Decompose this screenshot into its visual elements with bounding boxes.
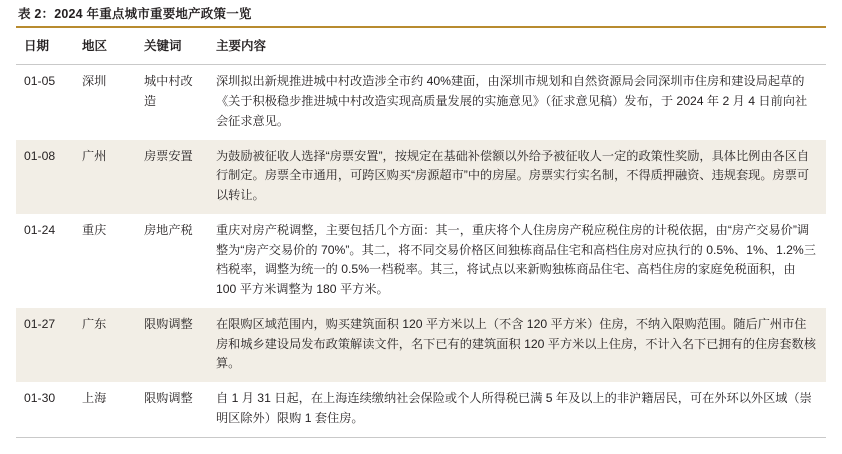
cell-region: 上海 — [82, 391, 107, 406]
cell-keyword: 房票安置 — [136, 140, 208, 214]
column-header-content: 主要内容 — [208, 28, 826, 65]
cell-content: 在限购区域范围内，购买建筑面积 120 平方米以上（不含 120 平方米）住房，不纳入限购范围。随后广州市住房和城乡建设局发布政策解读文件，名下已有的建筑面积 120 平方米以上住房，不计入名下已拥有的住房套数核算。 — [208, 308, 826, 382]
column-header-date: 日期 — [16, 28, 74, 65]
cell-date: 01-24 — [24, 222, 56, 237]
cell-region: 广州 — [74, 140, 136, 214]
table-row — [16, 382, 826, 437]
cell-date: 01-30 — [24, 391, 56, 406]
table-header — [16, 28, 826, 65]
table-title — [16, 0, 826, 26]
cell-keyword: 房地产税 — [144, 222, 193, 237]
column-header-keyword: 关键词 — [136, 28, 208, 65]
table-body — [16, 65, 826, 437]
cell-keyword: 限购调整 — [144, 391, 193, 406]
cell-content: 自 1 月 31 日起，在上海连续缴纳社会保险或个人所得税已满 5 年及以上的非沪籍居民，可在外环以外区域（崇明区除外）限购 1 套住房。 — [216, 391, 812, 425]
cell-region: 重庆 — [82, 222, 107, 237]
column-header-region: 地区 — [74, 28, 136, 65]
cell-region: 深圳 — [82, 74, 107, 89]
cell-date: 01-08 — [16, 140, 74, 214]
table-title-text: 表 2：2024 年重点城市重要地产政策一览 — [18, 7, 252, 21]
table-row — [16, 65, 826, 140]
cell-date: 01-27 — [16, 308, 74, 382]
table-row — [16, 214, 826, 308]
table-row — [16, 308, 826, 382]
cell-content: 为鼓励被征收人选择“房票安置”，按规定在基础补偿额以外给予被征收人一定的政策性奖励，具体比例由各区自行制定。房票全市通用，可跨区购买“房源超市”中的房屋。房票实行实名制，不得质押融资、违规套现。房票可以转让。 — [208, 140, 826, 214]
cell-keyword: 限购调整 — [136, 308, 208, 382]
policy-table — [16, 28, 826, 437]
table-header-row — [16, 28, 826, 65]
cell-content: 重庆对房产税调整，主要包括几个方面：其一，重庆将个人住房房产税应税住房的计税依据，由“房产交易价”调整为“房产交易价的 70%”。其二，将不同交易价格区间独栋商品住宅和高档住房对应执行的 0.5%、1%、1.2%三档税率，调整为统一的 0.5%一档税率。其三，将试点以来新购独栋商品住宅、高档住房的家庭免税面积，由 100 平方米调整为 180 平方米。 — [216, 222, 816, 297]
cell-date: 01-05 — [24, 74, 56, 89]
cell-region: 广东 — [74, 308, 136, 382]
cell-content: 深圳拟出新规推进城中村改造涉全市约 40%建面，由深圳市规划和自然资源局会同深圳市住房和建设局起草的《关于积极稳步推进城中村改造实现高质量发展的实施意见》（征求意见稿）发布，于 2024 年 2 月 4 日前向社会征求意见。 — [216, 74, 808, 128]
table-bottom-rule — [16, 437, 826, 438]
cell-keyword: 城中村改造 — [144, 74, 193, 109]
table-row — [16, 140, 826, 214]
